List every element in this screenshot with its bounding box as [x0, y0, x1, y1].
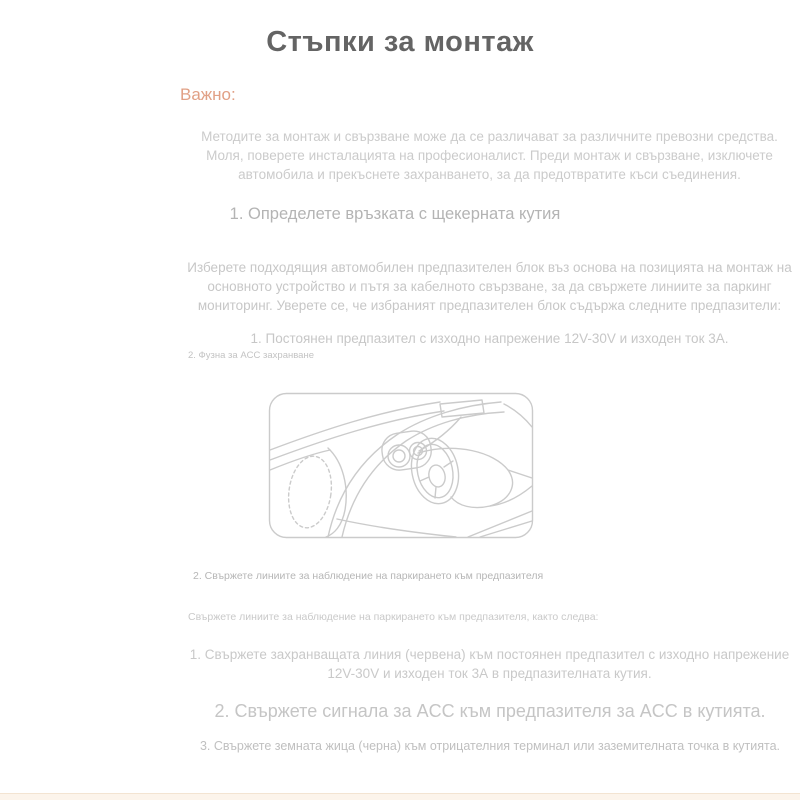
fuse-requirement-1: 1. Постоянен предпазител с изходно напрежение 12V-30V и изходен ток 3А. [250, 331, 729, 346]
car-interior-illustration [268, 392, 534, 539]
section2-step-3: 3. Свържете земната жица (черна) към отрицателния терминал или заземителната точка в кутията. [199, 739, 781, 753]
important-label: Важно: [180, 85, 236, 104]
section2-step-1: 1. Свържете захранващата линия (червена) към постоянен предпазител с изходно напрежение 12V-30V и изходен ток 3А в предпазителната кутия. [189, 647, 790, 681]
important-paragraph: Методите за монтаж и свързване може да се различават за различните превозни средства. Моля, поверете инсталацията на професионалист. Преди монтаж и свързване, изключете автомобила и прекъснете захранването, за да предотвратите къси съединения. [201, 129, 778, 182]
page-title: Стъпки за монтаж [266, 26, 534, 58]
fuse-requirement-2: 2. Фузна за ACC захранване [188, 350, 314, 361]
next-section-divider [0, 793, 800, 800]
section2-step-2: 2. Свържете сигнала за ACC към предпазителя за ACC в кутията. [214, 701, 766, 721]
section1-body: Изберете подходящия автомобилен предпазителен блок въз основа на позицията на монтаж на основното устройство и пътя за кабелното свързване, за да свържете линиите за паркинг мониторинг. Уверете се, че избраният предпазителен блок съдържа следните предпазители: [187, 260, 792, 313]
section1-heading: 1. Определете връзката с щекерната кутия [229, 205, 561, 223]
section2-heading: 2. Свържете линиите за наблюдение на паркирането към предпазителя [193, 570, 544, 582]
section2-intro: Свържете линиите за наблюдение на паркирането към предпазителя, както следва: [188, 611, 599, 623]
car-dashboard-line-art-icon [268, 392, 534, 539]
